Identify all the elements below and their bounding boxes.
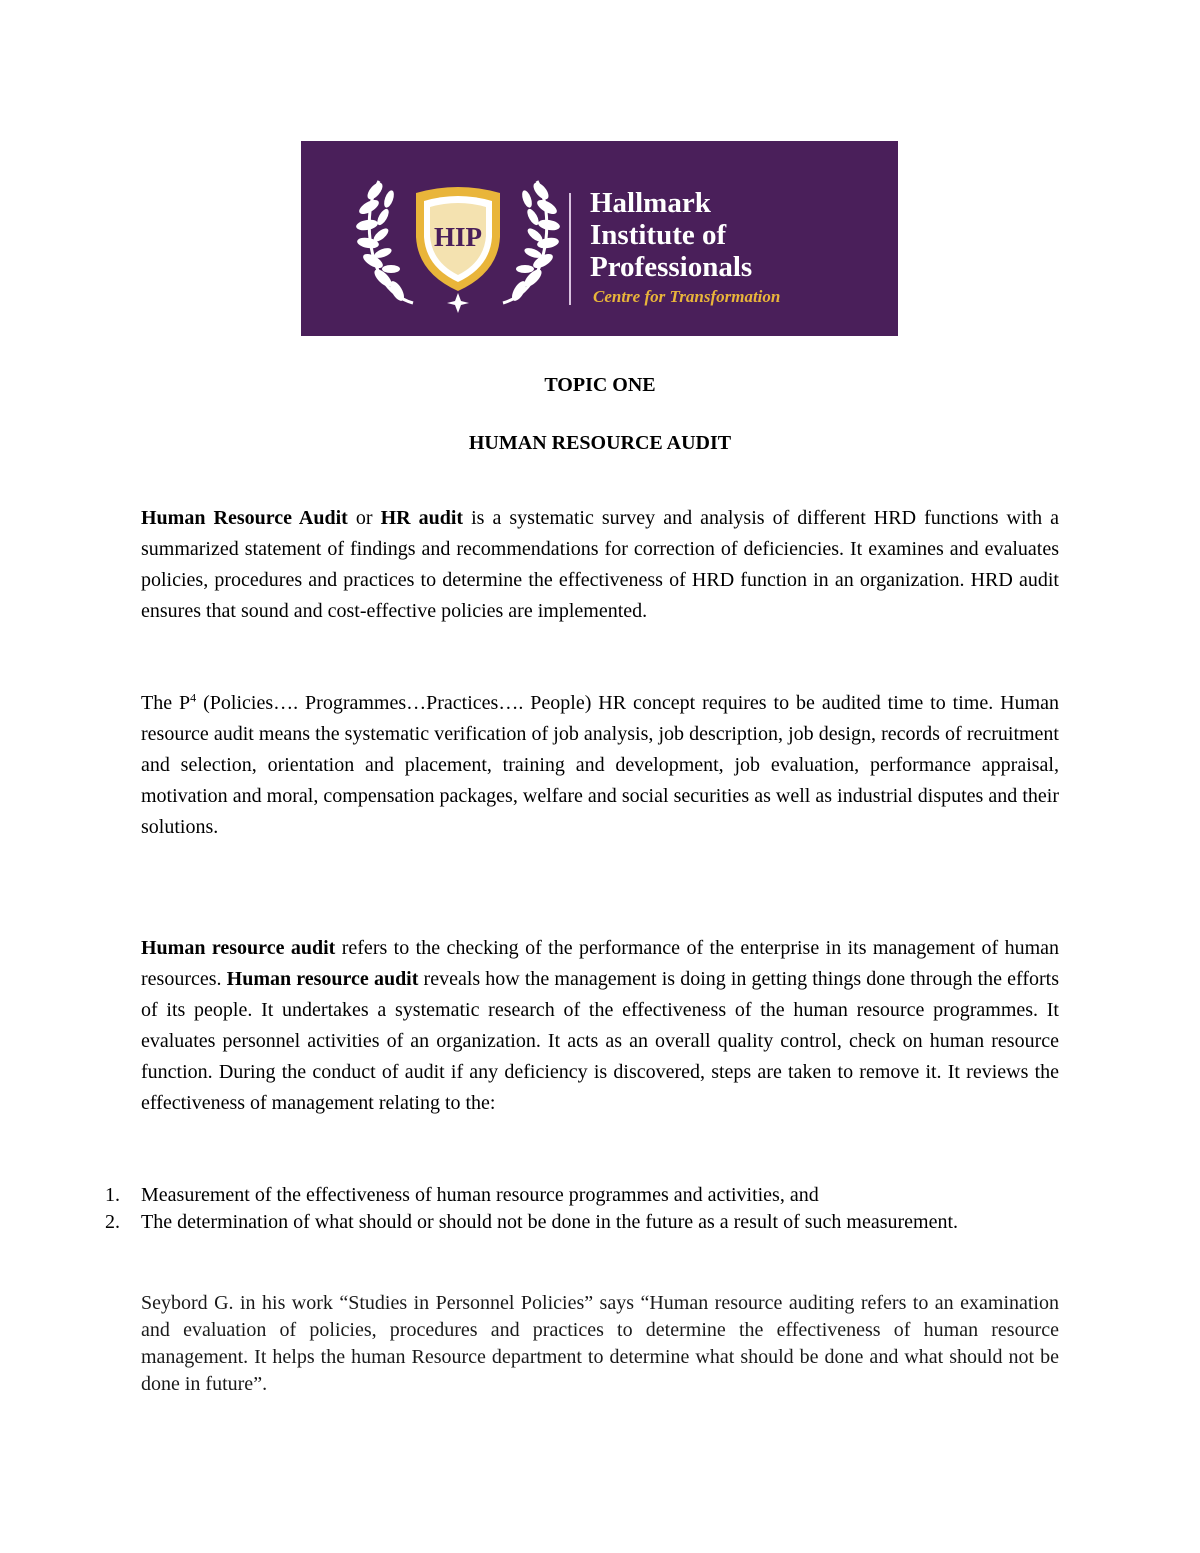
institute-name: [590, 187, 752, 283]
list-number: 2.: [105, 1211, 120, 1233]
list-item: [105, 1209, 1059, 1236]
list-item-text: The determination of what should or should not be done in the future as a result of such measurement.: [141, 1211, 959, 1233]
term-human-resource-audit: Human Resource Audit: [141, 507, 348, 529]
paragraph-hr-audit-review: [141, 933, 1059, 1119]
institute-name-line-3: Professionals: [590, 251, 753, 283]
institute-logo: [301, 141, 898, 336]
para2-text-2: (Policies…. Programmes…Practices…. People) HR concept requires to be audited time to time. Human resource audit means the systematic verification of job analysis, job description, job design, records of recruitment and selection, orientation and placement, training and development, job evaluation, performance appraisal, motivation and moral, compensation packages, welfare and social securities as well as industrial disputes and their solutions.: [141, 692, 1060, 838]
list-number: 1.: [105, 1184, 120, 1206]
list-item-text: Measurement of the effectiveness of human resource programmes and activities, and: [141, 1184, 819, 1206]
term-hr-audit: HR audit: [380, 507, 464, 529]
shield-badge-text: HIP: [433, 222, 482, 252]
institute-name-line-2: Institute of: [590, 219, 727, 251]
paragraph-definition: [141, 503, 1059, 627]
topic-heading: TOPIC ONE: [544, 374, 656, 396]
paragraph-p4-concept: [141, 688, 1059, 843]
para3-text-2: reveals how the management is doing in getting things done through the efforts of its people. It undertakes a systematic research of the effectiveness of the human resource programmes. It evaluates personnel activities of an organization. It acts as an overall quality control, check on human resource function. During the conduct of audit if any deficiency is discovered, steps are taken to remove it. It reviews the effectiveness of management relating to the:: [141, 968, 1059, 1114]
term-human-resource-audit-1: Human resource audit: [141, 937, 336, 959]
para1-text-2: is a systematic survey and analysis of different HRD functions with a summarized statement of findings and recommendations for correction of deficiencies. It examines and evaluates policies, procedures and practices to determine the effectiveness of HRD function in an organization. HRD audit ensures that sound and cost-effective policies are implemented.: [141, 507, 1059, 622]
para1-text-1: or: [347, 507, 381, 529]
para3-text-1: refers to the checking of the performance of the enterprise in its management of human resources.: [141, 937, 1060, 990]
numbered-list: [105, 1182, 1059, 1236]
institute-name-line-1: Hallmark: [590, 187, 711, 219]
page-title: HUMAN RESOURCE AUDIT: [468, 432, 732, 454]
list-item: [105, 1182, 1059, 1209]
seybord-quote-paragraph: Seybord G. in his work “Studies in Personnel Policies” says “Human resource auditing refers to an examination and evaluation of policies, procedures and practices to determine the effectiveness of human resource management. It helps the human Resource department to determine what should be done and what should not be done in future”.: [141, 1292, 1059, 1395]
para2-text-1: The P: [141, 692, 191, 714]
term-human-resource-audit-2: Human resource audit: [226, 968, 419, 990]
logo-divider: [569, 193, 571, 305]
institute-tagline: Centre for Transformation: [593, 287, 781, 306]
p4-superscript: 4: [190, 690, 197, 705]
